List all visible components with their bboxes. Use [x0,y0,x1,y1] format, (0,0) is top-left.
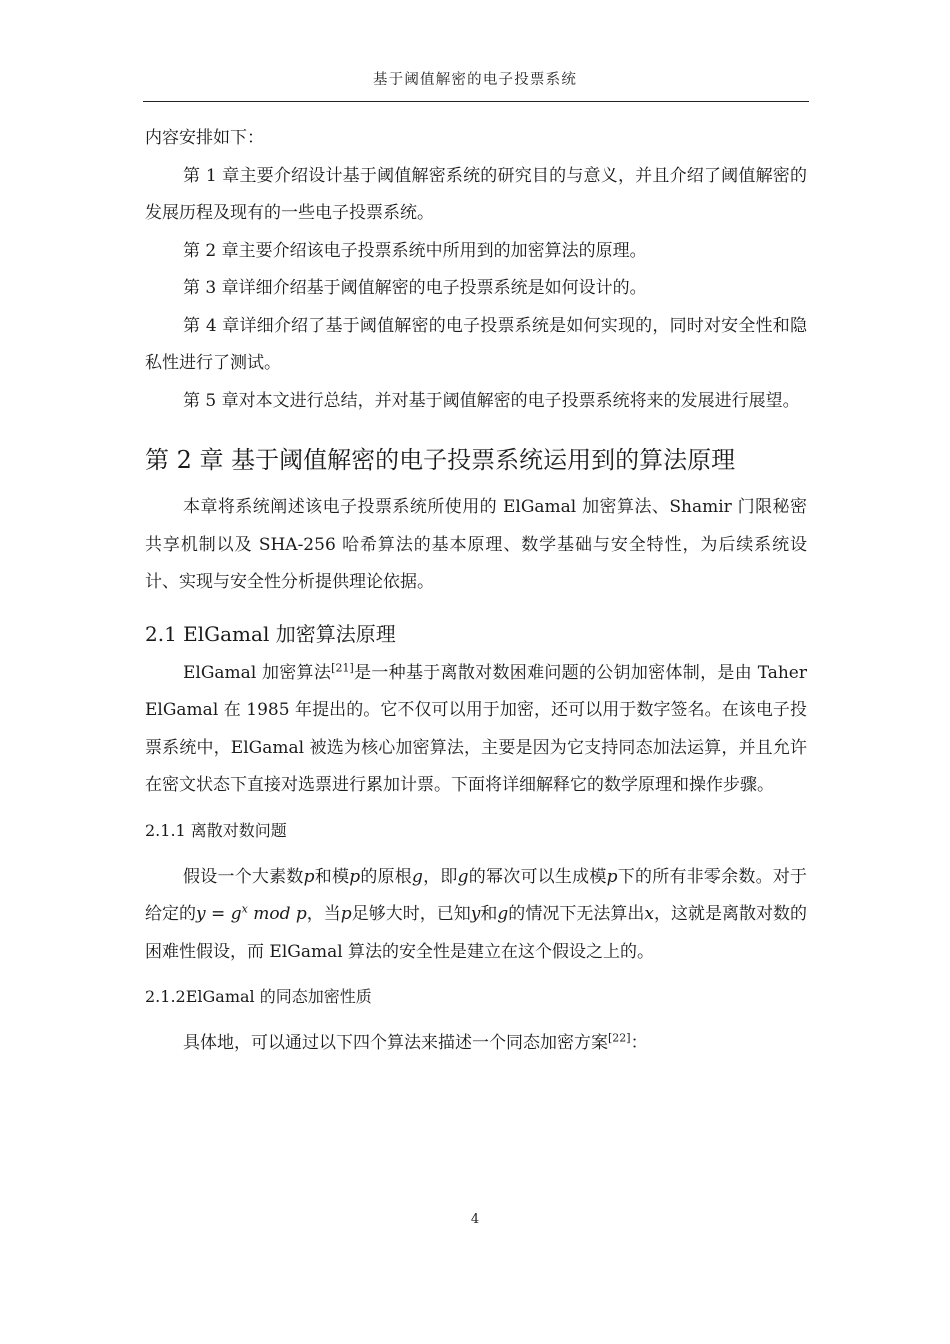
intro-item-4: 第 4 章详细介绍了基于阈值解密的电子投票系统是如何实现的，同时对安全性和隐私性进行了测试。 [145,315,807,373]
homomorphic-paragraph: 具体地，可以通过以下四个算法来描述一个同态加密方案[22]： [183,1031,648,1053]
citation-21: [21] [331,660,354,674]
intro-lead: 内容安排如下： [145,128,264,148]
equation-y-g-x-mod-p: $y = g^x$ mod p [196,902,307,924]
section-2-1-paragraph: ElGamal 加密算法[21]是一种基于离散对数困难问题的公钥加密体制，是由 Taher ElGamal 在 1985 年提出的。它不仅可以用于加密，还可以用于数字签名。在该电子投票系统中，ElGamal 被选为核心加密算法，主要是因为它支持同态加法运算，并且允许在密文状态下直接对选票进行累加计票。下面将详细解释它的数学原理和操作步骤。 [145,660,807,795]
intro-item-1: 第 1 章主要介绍设计基于阈值解密系统的研究目的与意义，并且介绍了阈值解密的发展历程及现有的一些电子投票系统。 [145,165,807,223]
chapter-title: 第 2 章 基于阈值解密的电子投票系统运用到的算法原理 [145,446,736,474]
section-title-2-1: 2.1 ElGamal 加密算法原理 [145,621,396,646]
page-number: 4 [470,1212,480,1227]
page-body [145,120,807,1063]
subsection-title-2-1-2: 2.1.2ElGamal 的同态加密性质 [145,987,372,1006]
intro-item-3: 第 3 章详细介绍基于阈值解密的电子投票系统是如何设计的。 [183,278,647,298]
intro-item-5: 第 5 章对本文进行总结，并对基于阈值解密的电子投票系统将来的发展进行展望。 [183,390,800,411]
chapter-intro: 本章将系统阐述该电子投票系统所使用的 ElGamal 加密算法、Shamir 门限秘密共享机制以及 SHA-256 哈希算法的基本原理、数学基础与安全特性，为后续系统设计、实现与安全性分析提供理论依据。 [145,497,807,592]
header-rule [143,101,809,102]
running-header: 基于阈值解密的电子投票系统 [372,72,578,88]
subsection-title-2-1-1: 2.1.1 离散对数问题 [145,820,287,840]
discrete-log-paragraph: 假设一个大素数p和模p的原根g，即g的幂次可以生成模p下的所有非零余数。对于给定的$y = g^x$ mod p，当p足够大时，已知y和g的情况下无法算出x，这就是离散对数的困难性假设，而 ElGamal 算法的安全性是建立在这个假设之上的。 [145,866,808,962]
intro-item-2: 第 2 章主要介绍该电子投票系统中所用到的加密算法的原理。 [183,240,647,261]
citation-22: [22] [608,1031,631,1045]
